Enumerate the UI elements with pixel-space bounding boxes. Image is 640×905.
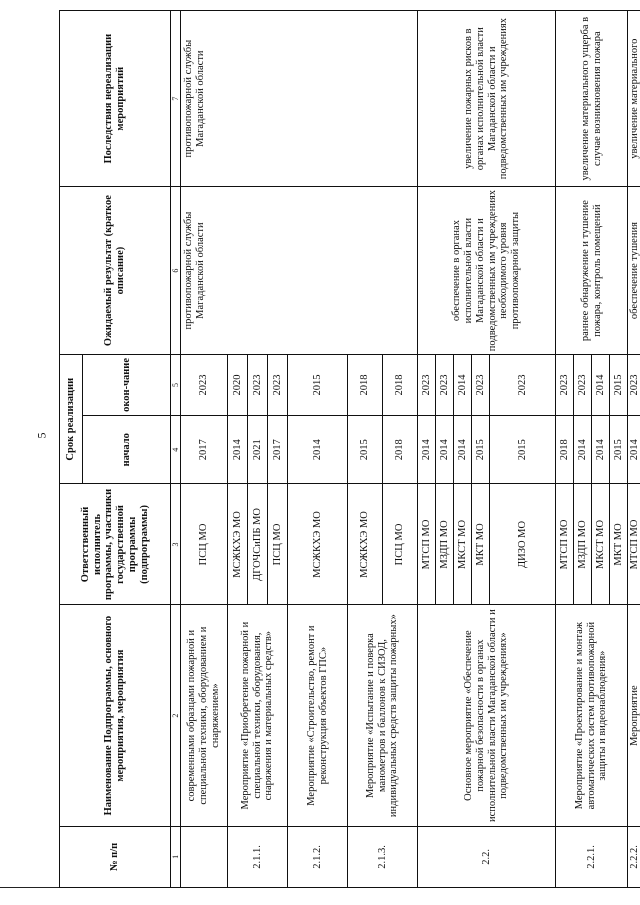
rotated-table-frame xyxy=(59,10,640,888)
row-end: 2018 xyxy=(383,354,418,415)
row-num: 2.1.3. xyxy=(348,826,418,887)
row-start: 2021 xyxy=(248,416,268,484)
row-start: 2014 xyxy=(436,416,454,484)
row-start: 2014 xyxy=(628,416,640,484)
row-consequence: увеличение материального ущерба в случае возникновения пожара xyxy=(556,11,628,187)
row-executor: ДИЗО МО xyxy=(490,484,556,605)
row-start: 2014 xyxy=(288,416,348,484)
row-executor: МСЖКХЭ МО xyxy=(288,484,348,605)
column-number: 6 xyxy=(171,187,181,355)
row-start: 2015 xyxy=(348,416,383,484)
row-start: 2018 xyxy=(556,416,574,484)
row-start: 2015 xyxy=(472,416,490,484)
row-end: 2023 xyxy=(248,354,268,415)
row-end: 2014 xyxy=(454,354,472,415)
row-end: 2015 xyxy=(610,354,628,415)
header-result: Ожидаемый результат (краткое описание) xyxy=(60,187,171,355)
row-end: 2023 xyxy=(490,354,556,415)
row-executor: ПСЦ МО xyxy=(383,484,418,605)
row-executor: ПСЦ МО xyxy=(181,484,228,605)
row-start: 2017 xyxy=(181,416,228,484)
row-start: 2014 xyxy=(228,416,248,484)
row-num: 2.1.2. xyxy=(288,826,348,887)
column-number: 2 xyxy=(171,605,181,826)
table-row xyxy=(418,11,436,888)
row-end: 2023 xyxy=(418,354,436,415)
header-executor: Ответственный исполнитель программы, участники государственной программы (подпрограммы) xyxy=(60,484,171,605)
row-name: современными образцами пожарной и специальной техники, оборудованием и снаряжением» xyxy=(181,605,228,826)
table-row xyxy=(181,11,228,888)
row-end: 2023 xyxy=(181,354,228,415)
row-executor: МКТ МО xyxy=(472,484,490,605)
row-result: обеспечение тушения xyxy=(628,187,640,355)
row-start: 2014 xyxy=(454,416,472,484)
header-end: окон-чание xyxy=(83,354,171,415)
row-end: 2023 xyxy=(574,354,592,415)
column-number: 7 xyxy=(171,11,181,187)
row-name: Мероприятие «Приобретение пожарной и специальной техники, оборудования, снаряжения и материальных средств» xyxy=(228,605,288,826)
row-executor: ДГОЧСиПБ МО xyxy=(248,484,268,605)
row-num: 2.2. xyxy=(418,826,556,887)
row-start: 2014 xyxy=(574,416,592,484)
header-start: начало xyxy=(83,416,171,484)
row-result: обеспечение в органах исполнительной власти Магаданской области и подведомственных им учреждениях необходимого уровня противопожарной защиты xyxy=(418,187,556,355)
row-executor: МТСП МО xyxy=(628,484,640,605)
row-start: 2018 xyxy=(383,416,418,484)
row-start: 2017 xyxy=(268,416,288,484)
row-executor: МЗДП МО xyxy=(436,484,454,605)
column-number: 4 xyxy=(171,416,181,484)
row-end: 2015 xyxy=(288,354,348,415)
row-executor: МЗДП МО xyxy=(574,484,592,605)
row-name: Основное мероприятие «Обеспечение пожарной безопасности в органах исполнительной власти Магаданской области и подведомственных им учреждениях» xyxy=(418,605,556,826)
table-row xyxy=(628,11,640,888)
row-name: Мероприятие «Строительство, ремонт и реконструкция объектов ГПС» xyxy=(288,605,348,826)
row-result: раннее обнаружение и тушение пожара, контроль помещений xyxy=(556,187,628,355)
header-term: Срок реализации xyxy=(60,354,83,484)
column-number: 5 xyxy=(171,354,181,415)
row-num: 2.1.1. xyxy=(228,826,288,887)
row-consequence: увеличение материального xyxy=(628,11,640,187)
row-start: 2015 xyxy=(610,416,628,484)
row-executor: МКСТ МО xyxy=(592,484,610,605)
row-executor: МТСП МО xyxy=(418,484,436,605)
row-executor: МКСТ МО xyxy=(454,484,472,605)
row-end: 2014 xyxy=(592,354,610,415)
row-consequence: противопожарной службы Магаданской области xyxy=(181,11,418,187)
row-name: Мероприятие «Проектирование и монтаж автоматических систем противопожарной защиты и видеонаблюдения» xyxy=(556,605,628,826)
row-start: 2014 xyxy=(592,416,610,484)
row-name: Мероприятие xyxy=(628,605,640,826)
row-end: 2020 xyxy=(228,354,248,415)
measures-table xyxy=(59,10,640,888)
row-end: 2023 xyxy=(436,354,454,415)
column-number: 1 xyxy=(171,826,181,887)
row-end: 2023 xyxy=(628,354,640,415)
row-executor: ПСЦ МО xyxy=(268,484,288,605)
row-end: 2018 xyxy=(348,354,383,415)
column-number: 3 xyxy=(171,484,181,605)
row-start: 2014 xyxy=(418,416,436,484)
page-number: 5 xyxy=(34,432,49,439)
row-end: 2023 xyxy=(472,354,490,415)
row-executor: МТСП МО xyxy=(556,484,574,605)
row-name: Мероприятие «Испытание и поверка манометров и баллонов к СИЗОД, индивидуальных средств защиты пожарных» xyxy=(348,605,418,826)
row-end: 2023 xyxy=(556,354,574,415)
row-executor: МСЖКХЭ МО xyxy=(348,484,383,605)
row-result: противопожарной службы Магаданской области xyxy=(181,187,418,355)
header-consequence: Последствия нереализации мероприятий xyxy=(60,11,171,187)
row-num: 2.2.2. xyxy=(628,826,640,887)
header-name: Наименование Подпрограммы, основного мероприятия, мероприятия xyxy=(60,605,171,826)
row-start: 2015 xyxy=(490,416,556,484)
row-executor: МСЖКХЭ МО xyxy=(228,484,248,605)
header-num: № п/п xyxy=(60,826,171,887)
row-num: 2.2.1. xyxy=(556,826,628,887)
row-executor: МКТ МО xyxy=(610,484,628,605)
row-end: 2023 xyxy=(268,354,288,415)
table-row xyxy=(556,11,574,888)
row-consequence: увеличение пожарных рисков в органах исполнительной власти Магаданской области и подведомственных им учреждениях xyxy=(418,11,556,187)
